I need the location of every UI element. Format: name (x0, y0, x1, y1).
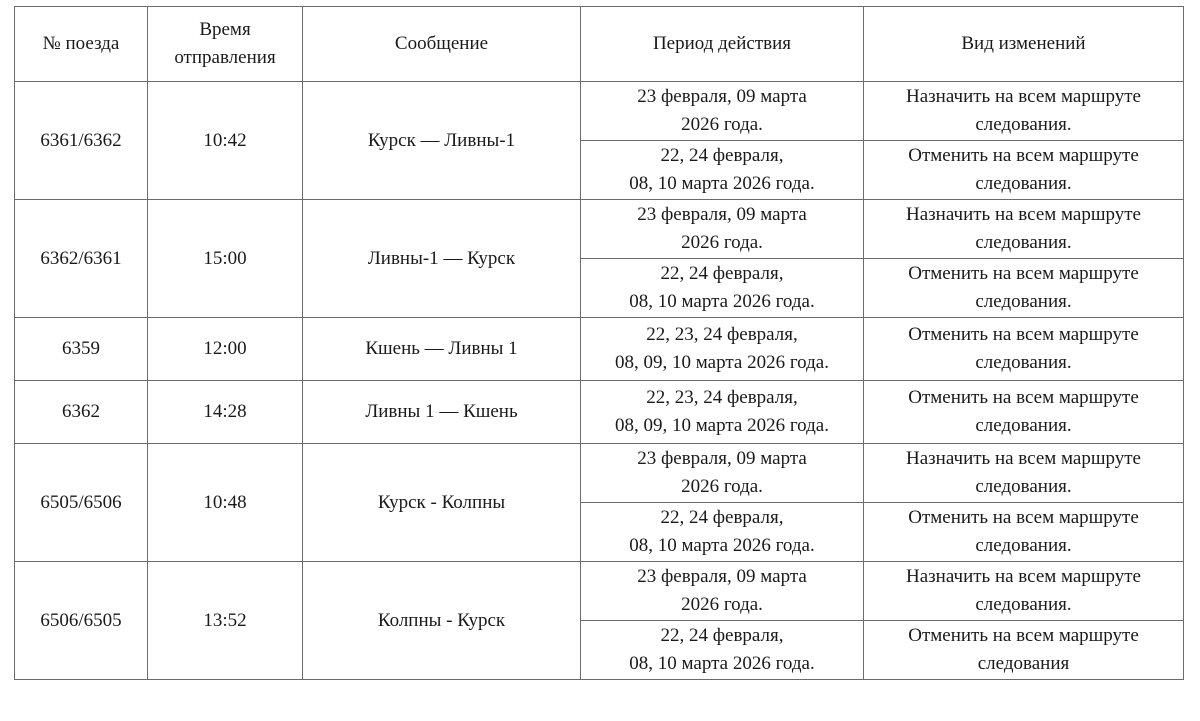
header-train-number: № поезда (15, 7, 148, 82)
route-cell: Кшень — Ливны 1 (303, 318, 581, 381)
table-row (15, 82, 1184, 141)
period-cell: 23 февраля, 09 марта 2026 года. (581, 200, 864, 259)
table-body (15, 82, 1184, 680)
train-number-cell: 6362 (15, 381, 148, 444)
route-cell: Ливны-1 — Курск (303, 200, 581, 318)
table-row (15, 562, 1184, 621)
train-schedule-changes-table (14, 6, 1184, 680)
departure-time-cell: 12:00 (148, 318, 303, 381)
header-change-type: Вид изменений (864, 7, 1184, 82)
train-number-cell: 6362/6361 (15, 200, 148, 318)
change-type-cell: Отменить на всем маршруте следования. (864, 381, 1184, 444)
period-cell: 22, 24 февраля, 08, 10 марта 2026 года. (581, 621, 864, 680)
period-cell: 23 февраля, 09 марта 2026 года. (581, 82, 864, 141)
change-type-cell: Отменить на всем маршруте следования. (864, 259, 1184, 318)
train-number-cell: 6361/6362 (15, 82, 148, 200)
departure-time-cell: 10:42 (148, 82, 303, 200)
change-type-cell: Назначить на всем маршруте следования. (864, 444, 1184, 503)
departure-time-cell: 13:52 (148, 562, 303, 680)
table-row (15, 381, 1184, 444)
train-number-cell: 6505/6506 (15, 444, 148, 562)
change-type-cell: Назначить на всем маршруте следования. (864, 562, 1184, 621)
route-cell: Курск — Ливны-1 (303, 82, 581, 200)
change-type-cell: Отменить на всем маршруте следования. (864, 503, 1184, 562)
table-row (15, 318, 1184, 381)
change-type-cell: Отменить на всем маршруте следования. (864, 318, 1184, 381)
period-cell: 22, 24 февраля, 08, 10 марта 2026 года. (581, 503, 864, 562)
header-route: Сообщение (303, 7, 581, 82)
period-cell: 23 февраля, 09 марта 2026 года. (581, 562, 864, 621)
departure-time-cell: 14:28 (148, 381, 303, 444)
change-type-cell: Отменить на всем маршруте следования (864, 621, 1184, 680)
header-departure-time: Время отправления (148, 7, 303, 82)
header-period: Период действия (581, 7, 864, 82)
table-row (15, 444, 1184, 503)
train-number-cell: 6506/6505 (15, 562, 148, 680)
change-type-cell: Назначить на всем маршруте следования. (864, 82, 1184, 141)
table-row (15, 200, 1184, 259)
train-number-cell: 6359 (15, 318, 148, 381)
period-cell: 22, 24 февраля, 08, 10 марта 2026 года. (581, 141, 864, 200)
period-cell: 23 февраля, 09 марта 2026 года. (581, 444, 864, 503)
change-type-cell: Отменить на всем маршруте следования. (864, 141, 1184, 200)
route-cell: Ливны 1 — Кшень (303, 381, 581, 444)
period-cell: 22, 23, 24 февраля, 08, 09, 10 марта 2026 года. (581, 381, 864, 444)
route-cell: Колпны - Курск (303, 562, 581, 680)
departure-time-cell: 15:00 (148, 200, 303, 318)
period-cell: 22, 23, 24 февраля, 08, 09, 10 марта 2026 года. (581, 318, 864, 381)
route-cell: Курск - Колпны (303, 444, 581, 562)
change-type-cell: Назначить на всем маршруте следования. (864, 200, 1184, 259)
table-header-row (15, 7, 1184, 82)
departure-time-cell: 10:48 (148, 444, 303, 562)
period-cell: 22, 24 февраля, 08, 10 марта 2026 года. (581, 259, 864, 318)
